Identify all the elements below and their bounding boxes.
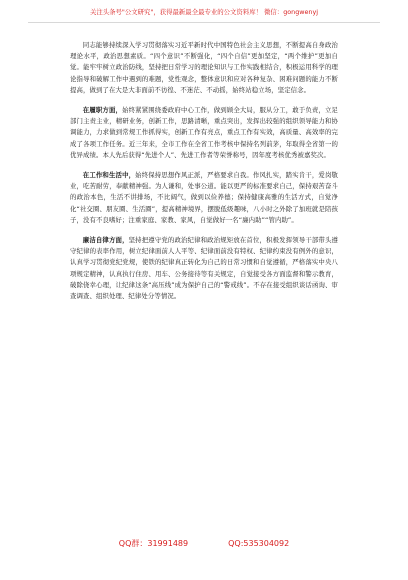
- paragraph: [70, 40, 338, 96]
- paragraph: [70, 235, 338, 302]
- header-divider: [28, 22, 380, 23]
- paragraph-text: 始终保持思想作风正派，严格要求自我。作风扎实，踏实肯干，爱岗敬业，吃苦耐劳，奉献精神强。为人谦和，处事公道。能以更严的标准要求自己，保持艰苦奋斗的政治本色，生活不讲排场，不比阔气，做到以俭养德；保持健康高雅的生活方式，自觉净化“社交圈、朋友圈、生活圈”，提高精神境界，摆脱低级趣味，八小时之外除了加班就是陪孩子，没有不良嗜好；注重家庭、家教、家风，自觉做好一名“廉内助”“管内助”。: [70, 171, 338, 224]
- paragraph-text: 同志能够持续深入学习贯彻落实习近平新时代中国特色社会主义思想，不断提高自身政治理论水平，政治思想素质。“四个意识”不断强化，“四个自信”更加坚定，“两个维护”更加自觉。能牢牢树立政治防线，坚持把日常学习的理论知识与工作实践相结合，积极运用科学的理论指导和破解工作中遇到的难题，党性观念，整体意识和应对各种复杂、困难问题的能力不断提高，做到了在大是大非面前不彷徨、不迷茫、不动摇，始终站稳立场，坚定信念。: [70, 41, 338, 94]
- paragraph-lead: 廉洁自律方面，: [82, 236, 129, 245]
- paragraph-lead: 在工作和生活中，: [82, 171, 136, 180]
- footer-qq-number: QQ:535304092: [228, 539, 290, 548]
- paragraph-lead: 在履职方面，: [82, 106, 123, 115]
- paragraph-text: 坚持把遵守党的政治纪律和政治规矩放在首位，积极发挥领导干部带头遵守纪律的表率作用，树立纪律面前人人平等、纪律面前没有特权、纪律约束没有例外的意识，认真学习贯彻党纪党规，使铁的纪律真正转化为自己的日常习惯和自觉遵循，严格落实中央八项规定精神，认真执行住房、用车、公务接待等有关规定，自觉接受各方面监督和警示教育，破除侥幸心理，让纪律这条“高压线”成为保护自己的“警戒线”。不存在接受组织谈话函询、审查调查、组织处理、纪律处分等情况。: [70, 236, 339, 301]
- paragraph-text: 始终紧紧围绕委政府中心工作，做到顾全大局，服从分工，敢于负责，立足部门主责主业，精研业务，创新工作，思路清晰，重点突出，发挥出较强的组织领导能力和协调能力，力求做到常规工作抓得实，创新工作有亮点，重点工作有实效，高质量、高效率的完成了各项工作任务。近三年来，全市工作在全省工作考核中保持名列前茅，年取得全省第一的优异成绩。本人先后获得“先进个人”、先进工作者等荣誉称号，因年度考核优秀被嘉奖次。: [70, 106, 338, 159]
- document-body: [70, 40, 338, 311]
- paragraph: [70, 170, 338, 226]
- header-banner: 关注头条号"公文研究"，获得最新最全最专业的公文资料库！ 微信：gongwenyj: [89, 8, 319, 16]
- paragraph: [70, 105, 338, 161]
- footer-contact: [0, 538, 408, 549]
- footer-qq-group: QQ群：31991489: [118, 539, 189, 548]
